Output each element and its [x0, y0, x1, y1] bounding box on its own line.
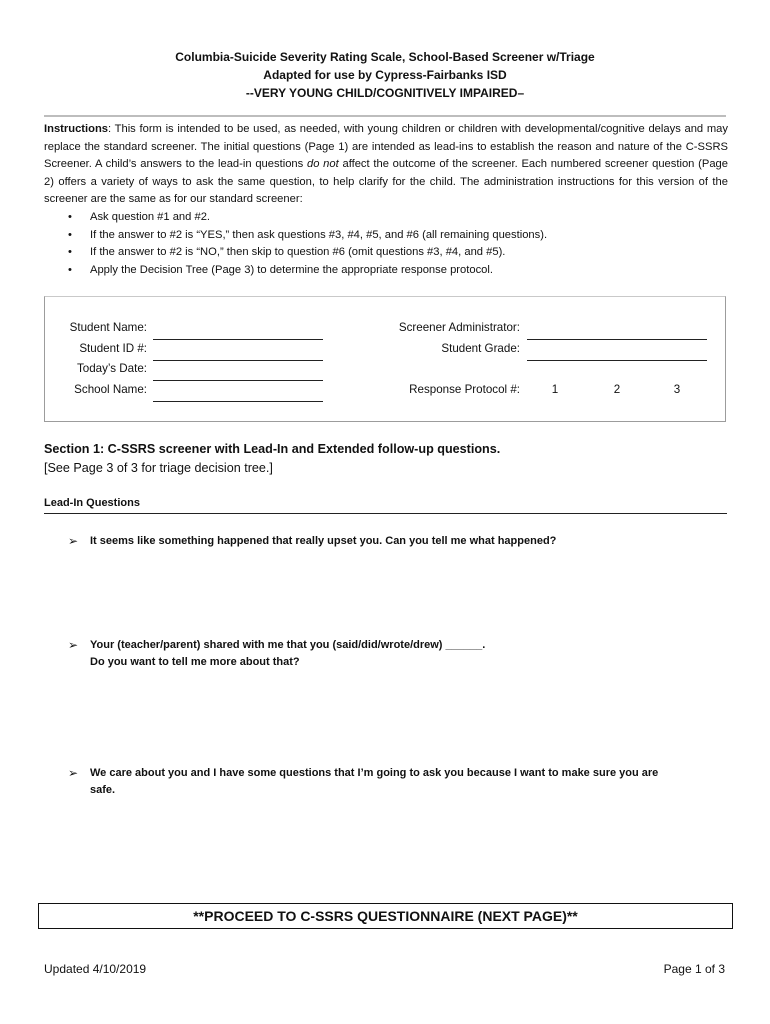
student-grade-label: Student Grade: — [441, 342, 520, 355]
student-id-label: Student ID #: — [79, 342, 147, 355]
screener-administrator-label: Screener Administrator: — [398, 321, 520, 334]
bullet-icon: • — [68, 228, 72, 241]
instructions-emphasis: do not — [306, 158, 339, 171]
lead-in-question-2 — [68, 637, 728, 671]
lead-in-question-1 — [68, 533, 728, 567]
question-line: safe. — [90, 784, 116, 796]
protocol-option-3[interactable]: 3 — [673, 383, 681, 396]
question-text — [90, 533, 726, 550]
response-protocol-label: Response Protocol #: — [409, 383, 520, 396]
form-title — [0, 48, 770, 102]
protocol-option-2[interactable]: 2 — [613, 383, 621, 396]
instruction-bullet-text: Ask question #1 and #2. — [90, 210, 211, 223]
arrow-bullet-icon: ➢ — [68, 534, 79, 548]
instructions-text-b: affect the outcome of the screener. Each numbered screener question (Page 2) offers a variety of ways to ask the same question, to help clarify for the child. The administration instructions for this version of the screener are the same as for our standard screener: — [44, 158, 729, 206]
title-line-2: Adapted for use by Cypress-Fairbanks ISD — [263, 68, 507, 82]
todays-date-field[interactable] — [153, 380, 323, 381]
question-text — [90, 765, 726, 799]
school-name-field[interactable] — [153, 401, 323, 402]
instruction-bullet — [68, 227, 728, 245]
question-line: It seems like something happened that really upset you. Can you tell me what happened? — [90, 535, 557, 547]
student-name-field[interactable] — [153, 339, 323, 340]
school-name-label: School Name: — [74, 383, 147, 396]
instructions-label: Instructions — [44, 123, 109, 135]
bullet-icon: • — [68, 263, 72, 276]
title-divider — [44, 115, 726, 117]
footer-page-number: Page 1 of 3 — [663, 962, 725, 976]
instruction-bullet-text: Apply the Decision Tree (Page 3) to determine the appropriate response protocol. — [90, 263, 493, 276]
instructions-paragraph — [44, 121, 728, 209]
lead-in-divider — [44, 513, 727, 514]
instruction-bullet-text: If the answer to #2 is “NO,” then skip to question #6 (omit questions #3, #4, and #5). — [90, 246, 506, 259]
question-line: Your (teacher/parent) shared with me that you (said/did/wrote/drew) ______. — [90, 639, 486, 651]
protocol-option-1[interactable]: 1 — [551, 383, 559, 396]
arrow-bullet-icon: ➢ — [68, 766, 79, 780]
question-line: Do you want to tell me more about that? — [90, 656, 300, 668]
student-info-box — [44, 296, 726, 422]
student-name-label: Student Name: — [69, 321, 147, 334]
instructions-bullet-list — [44, 209, 728, 279]
instruction-bullet — [68, 262, 728, 280]
instruction-bullet — [68, 209, 728, 227]
student-grade-field[interactable] — [527, 360, 707, 361]
bullet-icon: • — [68, 210, 72, 223]
instruction-bullet — [68, 244, 728, 262]
title-line-1: Columbia-Suicide Severity Rating Scale, School-Based Screener w/Triage — [175, 50, 595, 64]
student-id-field[interactable] — [153, 360, 323, 361]
footer-updated-date: Updated 4/10/2019 — [44, 962, 147, 976]
lead-in-question-3 — [68, 765, 728, 799]
todays-date-label: Today’s Date: — [76, 362, 147, 375]
proceed-banner: **PROCEED TO C-SSRS QUESTIONNAIRE (NEXT PAGE)** — [38, 903, 733, 929]
instruction-bullet-text: If the answer to #2 is “YES,” then ask questions #3, #4, #5, and #6 (all remaining questions). — [90, 228, 548, 241]
section-1-heading: Section 1: C-SSRS screener with Lead-In and Extended follow-up questions. — [44, 442, 501, 456]
arrow-bullet-icon: ➢ — [68, 638, 79, 652]
bullet-icon: • — [68, 246, 72, 259]
instructions-block — [44, 121, 728, 279]
instructions-text-a: : This form is intended to be used, as needed, with young children or children with developmental/cognitive delays and may replace the standard screener. The initial questions (Page 1) are intended as lead-ins to establish the reason and nature of the C-SSRS Screener. A child’s answers to the lead-in questions — [44, 123, 728, 171]
question-text — [90, 637, 726, 671]
lead-in-questions-label: Lead-In Questions — [44, 497, 140, 509]
screener-administrator-field[interactable] — [527, 339, 707, 340]
title-line-3: --VERY YOUNG CHILD/COGNITIVELY IMPAIRED– — [245, 86, 525, 100]
question-line: We care about you and I have some questions that I’m going to ask you because I want to make sure you are — [90, 767, 659, 779]
section-1-subheading: [See Page 3 of 3 for triage decision tree.] — [44, 461, 273, 475]
